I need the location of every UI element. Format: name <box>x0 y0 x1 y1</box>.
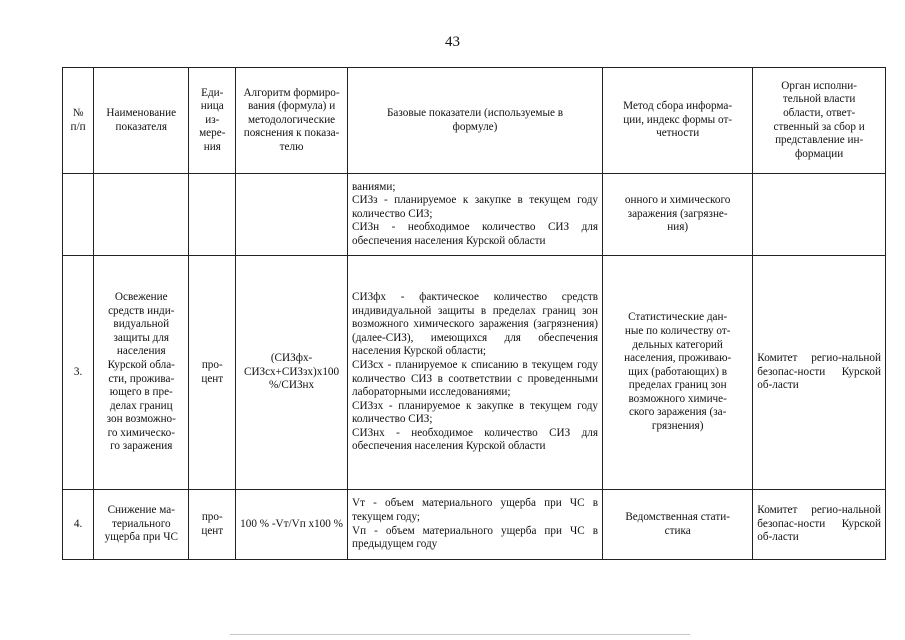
header-organ: Орган исполни- тельной власти области, ответ- ственный за сбор и представление ин- формации <box>753 68 886 174</box>
page-number: 43 <box>445 34 460 50</box>
table-row <box>63 256 886 490</box>
row-method: Статистические дан- ные по количеству от- дельных категорий населения, проживаю- щих (работающих) в пределах границ зон возможного химиче- ского заражения (за- грязнения) <box>603 256 753 490</box>
base-line: СИЗнх - необходимое количество СИЗ для обеспечения населения Курской области <box>352 426 599 453</box>
table-row <box>63 174 886 256</box>
row-base <box>348 256 603 490</box>
header-num: № п/п <box>63 68 94 174</box>
row-name: Снижение ма- териального ущерба при ЧС <box>94 490 189 560</box>
row-organ <box>753 174 886 256</box>
header-unit: Еди- ница из- мере- ния <box>189 68 236 174</box>
base-line: СИЗн - необходимое количество СИЗ для обеспечения населения Курской области <box>352 221 599 247</box>
row-unit: про- цент <box>189 256 236 490</box>
row-organ: Комитет регио-нальной безопас-ности Курской об-ласти <box>753 256 886 490</box>
row-unit <box>189 174 236 256</box>
row-algorithm <box>236 174 348 256</box>
table-row <box>63 490 886 560</box>
indicators-table <box>62 67 886 560</box>
row-method: онного и химического заражения (загрязне- ния) <box>603 174 753 256</box>
row-base <box>348 174 603 256</box>
base-line: Vп - объем материального ущерба при ЧС в предыдущем году <box>352 524 599 551</box>
row-algorithm: 100 % -Vт/Vп х100 % <box>236 490 348 560</box>
header-algorithm: Алгоритм формиро- вания (формула) и методологические пояснения к показа- телю <box>236 68 348 174</box>
header-name: Наименование показателя <box>94 68 189 174</box>
header-base: Базовые показатели (используемые в формуле) <box>348 68 603 174</box>
row-algorithm: (СИЗфх- СИЗсх+СИЗзх)х100 %/СИЗнх <box>236 256 348 490</box>
row-num: 4. <box>63 490 94 560</box>
row-num <box>63 174 94 256</box>
row-num: 3. <box>63 256 94 490</box>
header-method: Метод сбора информа- ции, индекс формы от- четности <box>603 68 753 174</box>
base-line: ваниями; <box>352 180 396 193</box>
row-method: Ведомственная стати- стика <box>603 490 753 560</box>
row-name <box>94 174 189 256</box>
base-line: СИЗз - планируемое к закупке в текущем году количество СИЗ; <box>352 194 599 220</box>
base-line: СИЗзх - планируемое к закупке в текущем году количество СИЗ; <box>352 399 599 426</box>
base-line: СИЗсх - планируемое к списанию в текущем году количество СИЗ в соответствии с проведенными лабораторными исследованиями; <box>352 358 599 399</box>
row-base <box>348 490 603 560</box>
table-header-row <box>63 68 886 174</box>
scan-edge-line <box>230 634 690 635</box>
base-line: СИЗфх - фактическое количество средств индивидуальной защиты в пределах границ зон возможного химического заражения (загрязнения) (далее-СИЗ), имеющихся для обеспечения населения Курской области; <box>352 290 599 358</box>
row-organ: Комитет регио-нальной безопас-ности Курской об-ласти <box>753 490 886 560</box>
base-line: Vт - объем материального ущерба при ЧС в текущем году; <box>352 497 599 523</box>
row-unit: про- цент <box>189 490 236 560</box>
row-name: Освежение средств инди- видуальной защиты для населения Курской обла- сти, прожива- ющего в пре- делах границ зон возможно- го химическо- го заражения <box>94 256 189 490</box>
